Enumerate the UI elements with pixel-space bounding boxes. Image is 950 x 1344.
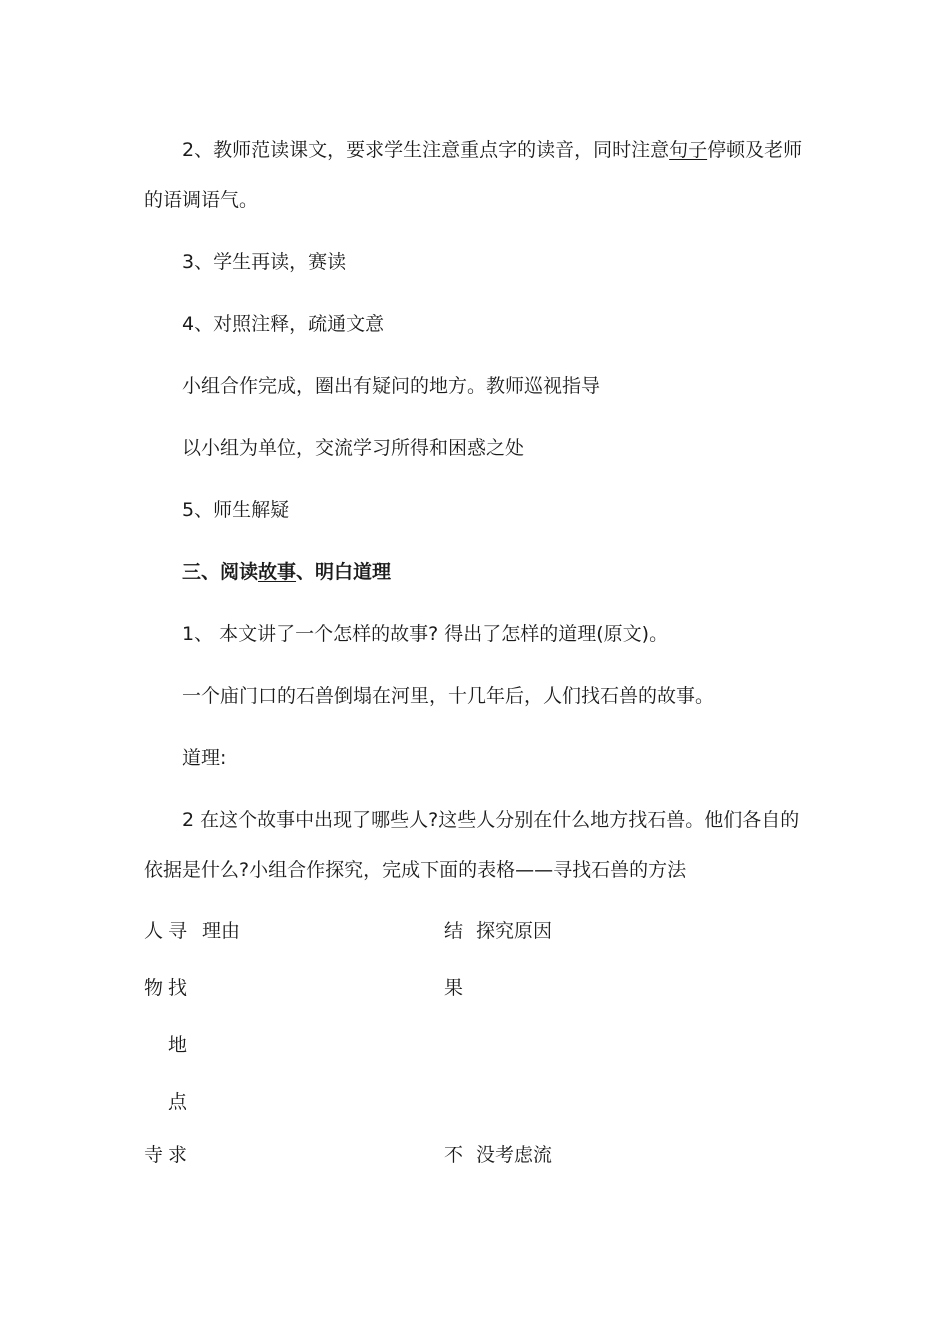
heading-text: 三、阅读 <box>182 561 259 583</box>
question-1: 1、 本文讲了一个怎样的故事? 得出了怎样的道理(原文)。 <box>182 623 669 645</box>
paragraph-text: 2、教师范读课文，要求学生注意重点字的读音，同时注意 <box>182 139 670 161</box>
story-summary: 一个庙门口的石兽倒塌在河里，十几年后，人们找石兽的故事。 <box>182 685 715 707</box>
table-cell: 果 <box>444 977 464 999</box>
table-cell: 人 <box>144 920 164 942</box>
table-header-cause: 探究原因 <box>476 920 553 942</box>
paragraph-group-exchange: 以小组为单位，交流学习所得和困惑之处 <box>182 437 525 459</box>
paragraph-group-work: 小组合作完成，圈出有疑问的地方。教师巡视指导 <box>182 375 601 397</box>
table-header-reason: 理由 <box>202 920 241 942</box>
moral-label: 道理: <box>182 747 227 769</box>
underlined-word: 句子 <box>669 139 708 161</box>
table-cell: 地 <box>168 1034 188 1056</box>
question-2-continued: 依据是什么?小组合作探究，完成下面的表格——寻找石兽的方法 <box>144 859 687 881</box>
paragraph-step-2-continued: 的语调语气。 <box>144 189 259 211</box>
paragraph-step-2 <box>182 138 802 162</box>
table-cell: 求 <box>168 1144 188 1166</box>
table-cell: 物 <box>144 977 164 999</box>
table-cell: 不 <box>444 1144 464 1166</box>
table-cell: 寺 <box>144 1144 164 1166</box>
paragraph-step-5: 5、师生解疑 <box>182 499 290 521</box>
paragraph-text: 停顿及老师 <box>707 139 803 161</box>
paragraph-step-3: 3、学生再读，赛读 <box>182 251 347 273</box>
table-cell: 寻 <box>168 920 188 942</box>
underlined-word: 故事 <box>258 561 297 583</box>
table-cell: 点 <box>168 1091 188 1113</box>
table-cell: 没考虑流 <box>476 1144 553 1166</box>
heading-text: 、明白道理 <box>296 561 392 583</box>
table-cell: 结 <box>444 920 464 942</box>
section-heading-3 <box>182 560 391 584</box>
question-2: 2 在这个故事中出现了哪些人?这些人分别在什么地方找石兽。他们各自的 <box>182 809 800 831</box>
paragraph-step-4: 4、对照注释，疏通文意 <box>182 313 385 335</box>
table-cell: 找 <box>168 977 188 999</box>
